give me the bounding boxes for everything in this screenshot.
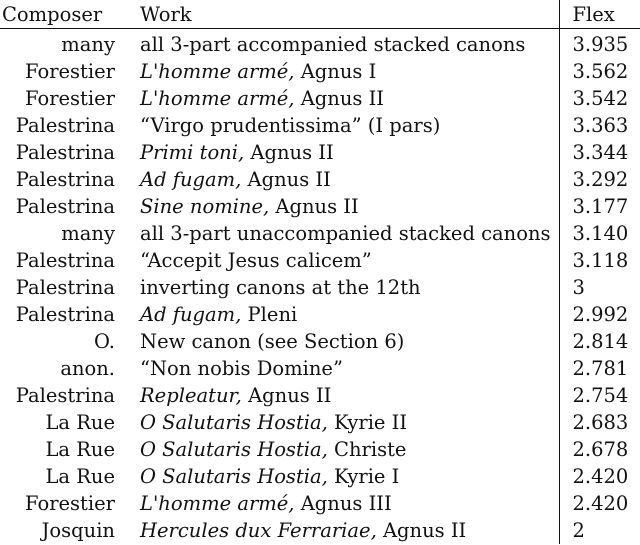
header-row xyxy=(0,0,640,29)
work-column-header: Work xyxy=(123,0,559,29)
work-cell xyxy=(123,355,559,382)
composer-cell: La Rue xyxy=(45,411,115,434)
work-cell xyxy=(123,112,559,139)
work-description: “Accepit Jesus calicem” xyxy=(140,249,372,272)
flex-value-cell: 3 xyxy=(559,274,640,301)
work-description: Agnus III xyxy=(294,492,392,515)
composer-cell: Palestrina xyxy=(15,384,115,407)
table-row xyxy=(0,247,640,274)
composer-cell: Palestrina xyxy=(15,141,115,164)
work-cell xyxy=(123,436,559,463)
work-title: L'homme armé, xyxy=(140,492,295,515)
flex-column-header: Flex xyxy=(559,0,640,29)
flex-value-cell: 2 xyxy=(559,517,640,544)
table-row xyxy=(0,517,640,544)
work-cell xyxy=(123,58,559,85)
flex-value-cell: 3.344 xyxy=(559,139,640,166)
work-title: O Salutaris Hostia, xyxy=(140,438,328,461)
flex-value-cell: 3.542 xyxy=(559,85,640,112)
composer-cell: Palestrina xyxy=(15,249,115,272)
flex-value-cell: 2.781 xyxy=(559,355,640,382)
table-row xyxy=(0,301,640,328)
table-row xyxy=(0,274,640,301)
work-cell xyxy=(123,193,559,220)
work-title: L'homme armé, xyxy=(140,87,295,110)
work-title: Primi toni, xyxy=(140,141,245,164)
work-description: “Virgo prudentissima” (I pars) xyxy=(140,114,441,137)
work-title: Ad fugam, xyxy=(140,303,242,326)
table-row xyxy=(0,166,640,193)
work-cell xyxy=(123,139,559,166)
table-row xyxy=(0,29,640,59)
work-cell xyxy=(123,382,559,409)
work-title: Sine nomine, xyxy=(140,195,270,218)
work-description: Kyrie II xyxy=(327,411,408,434)
work-description: Kyrie I xyxy=(327,465,400,488)
composer-cell: Palestrina xyxy=(15,168,115,191)
composer-cell: many xyxy=(61,33,115,56)
flex-value-cell: 3.935 xyxy=(559,29,640,59)
table-row xyxy=(0,409,640,436)
table-row xyxy=(0,355,640,382)
flex-value-cell: 3.363 xyxy=(559,112,640,139)
work-cell xyxy=(123,490,559,517)
work-description: all 3-part accompanied stacked canons xyxy=(140,33,526,56)
work-description: “Non nobis Domine” xyxy=(140,357,343,380)
work-description: Agnus II xyxy=(241,384,332,407)
table-row xyxy=(0,220,640,247)
table-row xyxy=(0,139,640,166)
work-title: O Salutaris Hostia, xyxy=(140,411,328,434)
table-row xyxy=(0,328,640,355)
table-body xyxy=(0,29,640,545)
flex-value-cell: 2.678 xyxy=(559,436,640,463)
table-row xyxy=(0,193,640,220)
work-title: Hercules dux Ferrariae, xyxy=(140,519,377,542)
composer-cell: Palestrina xyxy=(15,114,115,137)
work-title: L'homme armé, xyxy=(140,60,295,83)
table-row xyxy=(0,112,640,139)
flex-value-cell: 2.814 xyxy=(559,328,640,355)
table-row xyxy=(0,436,640,463)
composer-cell: anon. xyxy=(60,357,115,380)
table-row xyxy=(0,382,640,409)
flex-value-cell: 3.140 xyxy=(559,220,640,247)
composer-cell: Forestier xyxy=(24,60,115,83)
flex-value-cell: 3.292 xyxy=(559,166,640,193)
composer-cell: La Rue xyxy=(45,465,115,488)
work-cell xyxy=(123,220,559,247)
work-cell xyxy=(123,247,559,274)
work-description: Christe xyxy=(327,438,407,461)
table-row xyxy=(0,58,640,85)
composer-cell: Josquin xyxy=(41,519,115,542)
work-description: Pleni xyxy=(241,303,298,326)
composer-cell: Forestier xyxy=(24,492,115,515)
composer-cell: Palestrina xyxy=(15,276,115,299)
work-description: Agnus II xyxy=(241,168,331,191)
work-title: Repleatur, xyxy=(140,384,242,407)
work-cell xyxy=(123,29,559,59)
flex-value-cell: 2.420 xyxy=(559,463,640,490)
work-description: New canon (see Section 6) xyxy=(140,330,405,353)
composer-cell: Forestier xyxy=(24,87,115,110)
work-cell xyxy=(123,85,559,112)
work-cell xyxy=(123,328,559,355)
work-cell xyxy=(123,166,559,193)
flex-value-cell: 3.118 xyxy=(559,247,640,274)
work-description: Agnus II xyxy=(294,87,385,110)
table-row xyxy=(0,85,640,112)
work-title: O Salutaris Hostia, xyxy=(140,465,328,488)
work-cell xyxy=(123,517,559,544)
work-cell xyxy=(123,301,559,328)
flex-value-cell: 2.754 xyxy=(559,382,640,409)
flex-value-cell: 2.420 xyxy=(559,490,640,517)
composer-cell: Palestrina xyxy=(15,303,115,326)
work-cell xyxy=(123,409,559,436)
flex-value-cell: 3.562 xyxy=(559,58,640,85)
flex-value-cell: 3.177 xyxy=(559,193,640,220)
work-description: Agnus II xyxy=(269,195,359,218)
composer-cell: many xyxy=(61,222,115,245)
composer-cell: O. xyxy=(93,330,115,353)
composer-cell: La Rue xyxy=(45,438,115,461)
work-cell xyxy=(123,274,559,301)
flex-value-cell: 2.683 xyxy=(559,409,640,436)
work-description: Agnus II xyxy=(244,141,334,164)
work-description: Agnus I xyxy=(294,60,377,83)
work-title: Ad fugam, xyxy=(140,168,242,191)
table-row xyxy=(0,490,640,517)
table-row xyxy=(0,463,640,490)
composer-column-header: Composer xyxy=(0,0,123,29)
work-description: all 3-part unaccompanied stacked canons xyxy=(140,222,551,245)
flex-value-cell: 2.992 xyxy=(559,301,640,328)
work-cell xyxy=(123,463,559,490)
table-header xyxy=(0,0,640,29)
work-description: inverting canons at the 12th xyxy=(140,276,421,299)
composer-cell: Palestrina xyxy=(15,195,115,218)
work-description: Agnus II xyxy=(376,519,467,542)
